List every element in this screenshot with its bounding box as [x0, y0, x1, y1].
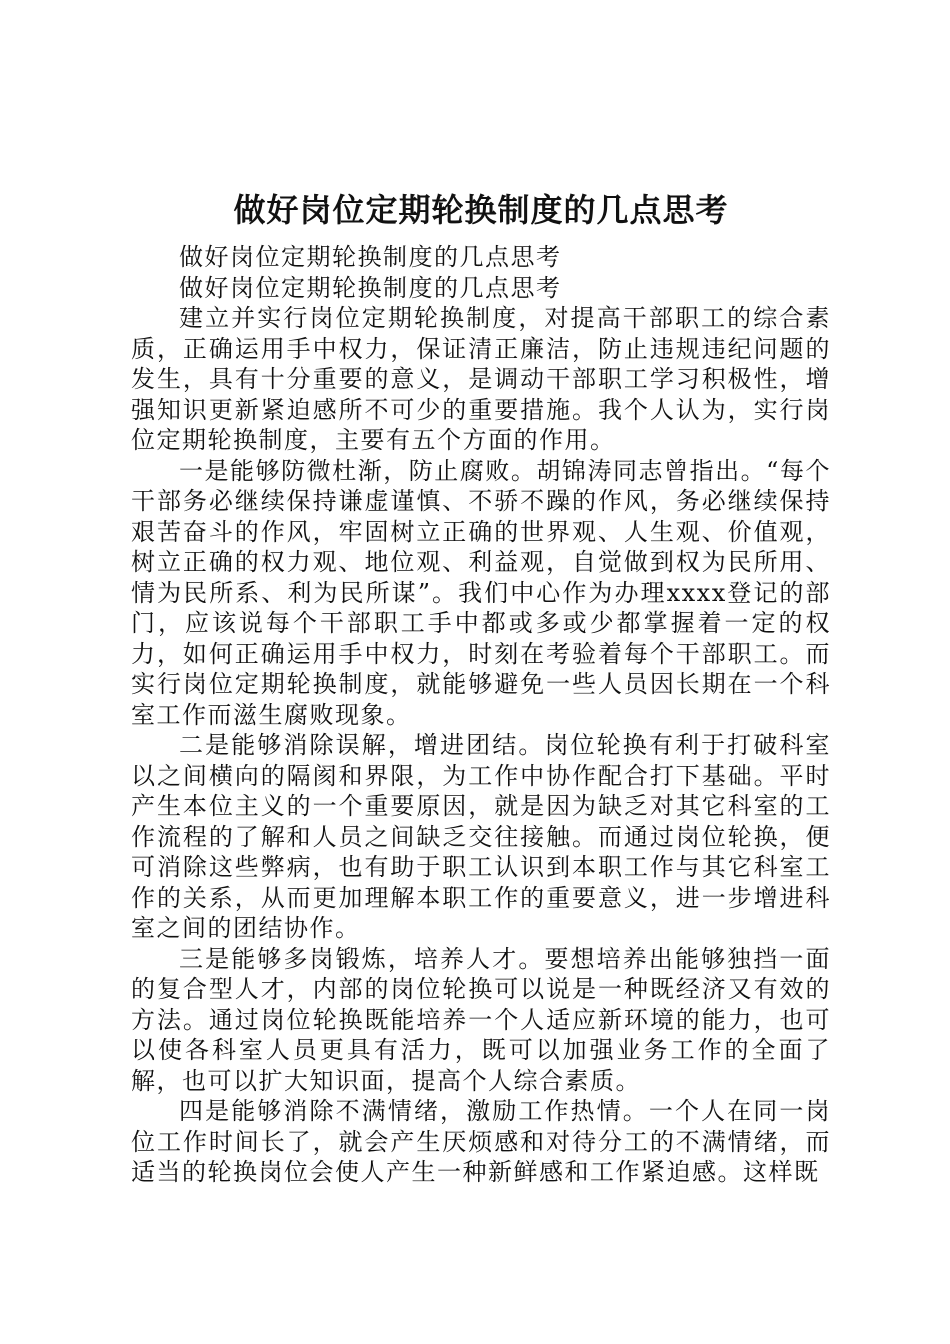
paragraph-intro: 建立并实行岗位定期轮换制度，对提高干部职工的综合素质，正确运用手中权力，保证清正廉洁，防止违规违纪问题的发生，具有十分重要的意义，是调动干部职工学习积极性，增强知识更新紧迫感所不可少的重要措施。我个人认为，实行岗位定期轮换制度，主要有五个方面的作用。: [131, 304, 831, 454]
paragraph-repeated-title-1: 做好岗位定期轮换制度的几点思考: [179, 243, 562, 271]
paragraph-repeated-title-2: 做好岗位定期轮换制度的几点思考: [179, 273, 562, 302]
paragraph-point-four: 四是能够消除不满情绪，激励工作热情。一个人在同一岗位工作时间长了，就会产生厌烦感和对待分工的不满情绪，而适当的轮换岗位会使人产生一种新鲜感和工作紧迫感。这样既: [131, 1097, 831, 1186]
paragraph-point-three: 三是能够多岗锻炼，培养人才。要想培养出能够独挡一面的复合型人才，内部的岗位轮换可以说是一种既经济又有效的方法。通过岗位轮换既能培养一个人适应新环境的能力，也可以使各科室人员更具有活力，既可以加强业务工作的全面了解，也可以扩大知识面，提高个人综合素质。: [131, 944, 831, 1095]
document-page: [131, 188, 831, 1188]
document-title: 做好岗位定期轮换制度的几点思考: [233, 191, 729, 229]
paragraph-point-one: 一是能够防微杜渐，防止腐败。胡锦涛同志曾指出。“每个干部务必继续保持谦虚谨慎、不骄不躁的作风，务必继续保持艰苦奋斗的作风，牢固树立正确的世界观、人生观、价值观，树立正确的权力观、地位观、利益观，自觉做到权为民所用、情为民所系、利为民所谋”。我们中心作为办理xxxx登记的部门，应该说每个干部职工手中都或多或少都掌握着一定的权力，如何正确运用手中权力，时刻在考验着每个干部职工。而实行岗位定期轮换制度，就能够避免一些人员因长期在一个科室工作而滋生腐败现象。: [131, 456, 831, 729]
paragraph-point-two: 二是能够消除误解，增进团结。岗位轮换有利于打破科室以之间横向的隔阂和界限，为工作中协作配合打下基础。平时产生本位主义的一个重要原因，就是因为缺乏对其它科室的工作流程的了解和人员之间缺乏交往接触。而通过岗位轮换，便可消除这些弊病，也有助于职工认识到本职工作与其它科室工作的关系，从而更加理解本职工作的重要意义，进一步增进科室之间的团结协作。: [131, 731, 831, 942]
